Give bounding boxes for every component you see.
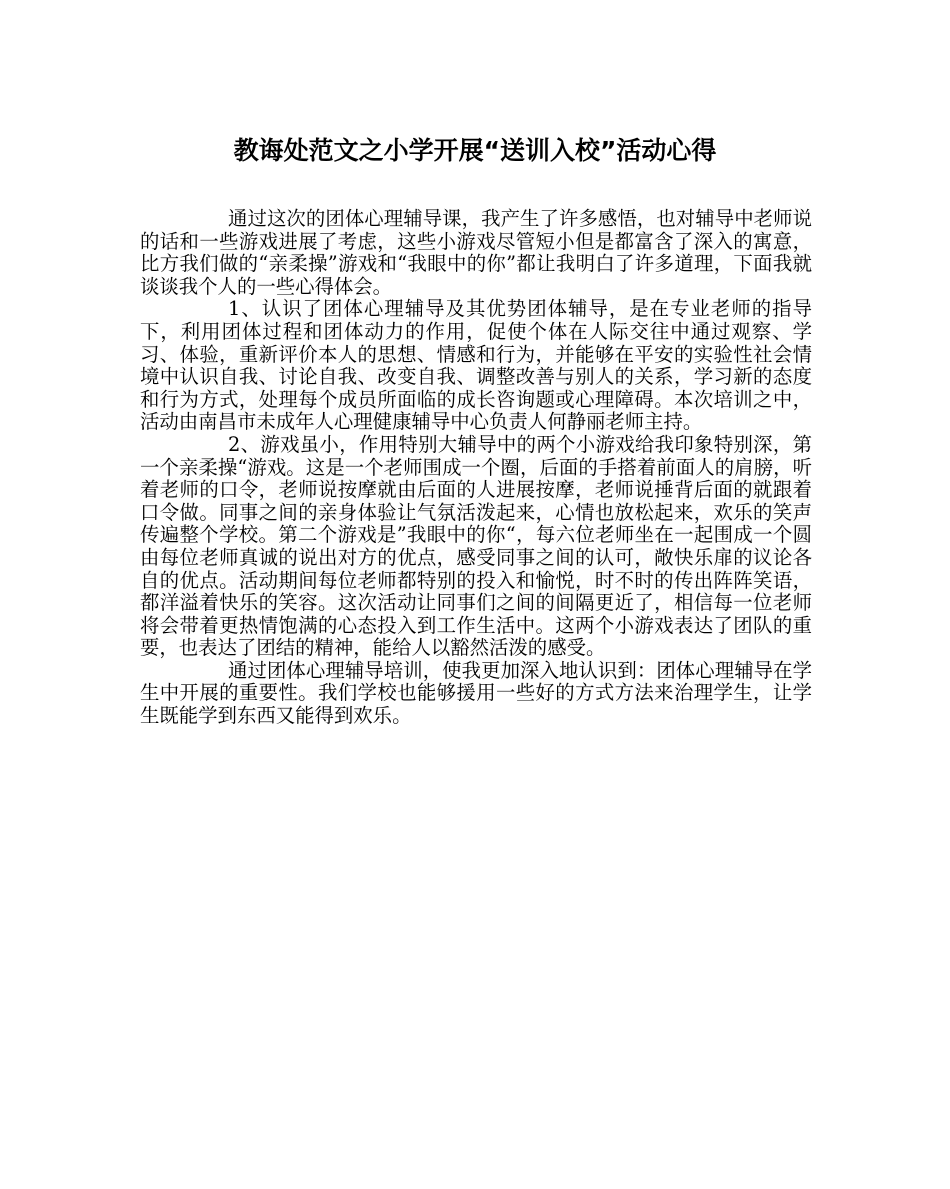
paragraph-intro: 通过这次的团体心理辅导课，我产生了许多感悟，也对辅导中老师说的话和一些游戏进展了考虑，这些小游戏尽管短小但是都富含了深入的寓意，比方我们做的“亲柔操”游戏和“我眼中的你”都让我明白了许多道理，下面我就谈谈我个人的一些心得体会。 bbox=[140, 207, 812, 298]
paragraph-conclusion: 通过团体心理辅导培训，使我更加深入地认识到：团体心理辅导在学生中开展的重要性。我们学校也能够援用一些好的方式方法来治理学生，让学生既能学到东西又能得到欢乐。 bbox=[140, 658, 812, 728]
paragraph-point-2: 2、游戏虽小，作用特别大辅导中的两个小游戏给我印象特别深，第一个亲柔操“游戏。这是一个老师围成一个圈，后面的手搭着前面人的肩膀，听着老师的口令，老师说按摩就由后面的人进展按摩，老师说捶背后面的就跟着口令做。同事之间的亲身体验让气氛活泼起来，心情也放松起来，欢乐的笑声传遍整个学校。第二个游戏是”我眼中的你“，每六位老师坐在一起围成一个圆由每位老师真诚的说出对方的优点，感受同事之间的认可，敞快乐扉的议论各自的优点。活动期间每位老师都特别的投入和愉悦，时不时的传出阵阵笑语，都洋溢着快乐的笑容。这次活动让同事们之间的间隔更近了，相信每一位老师将会带着更热情饱满的心态投入到工作生活中。这两个小游戏表达了团队的重要，也表达了团结的精神，能给人以豁然活泼的感受。 bbox=[140, 432, 812, 660]
document-body bbox=[140, 208, 812, 728]
paragraph-point-1: 1、认识了团体心理辅导及其优势团体辅导，是在专业老师的指导下，利用团体过程和团体动力的作用，促使个体在人际交往中通过观察、学习、体验，重新评价本人的思想、情感和行为，并能够在平安的实验性社会情境中认识自我、讨论自我、改变自我、调整改善与别人的关系，学习新的态度和行为方式，处理每个成员所面临的成长咨询题或心理障碍。本次培训之中，活动由南昌市未成年人心理健康辅导中心负责人何静丽老师主持。 bbox=[140, 297, 812, 434]
document-title: 教诲处范文之小学开展“送训入校”活动心得 bbox=[233, 136, 717, 165]
